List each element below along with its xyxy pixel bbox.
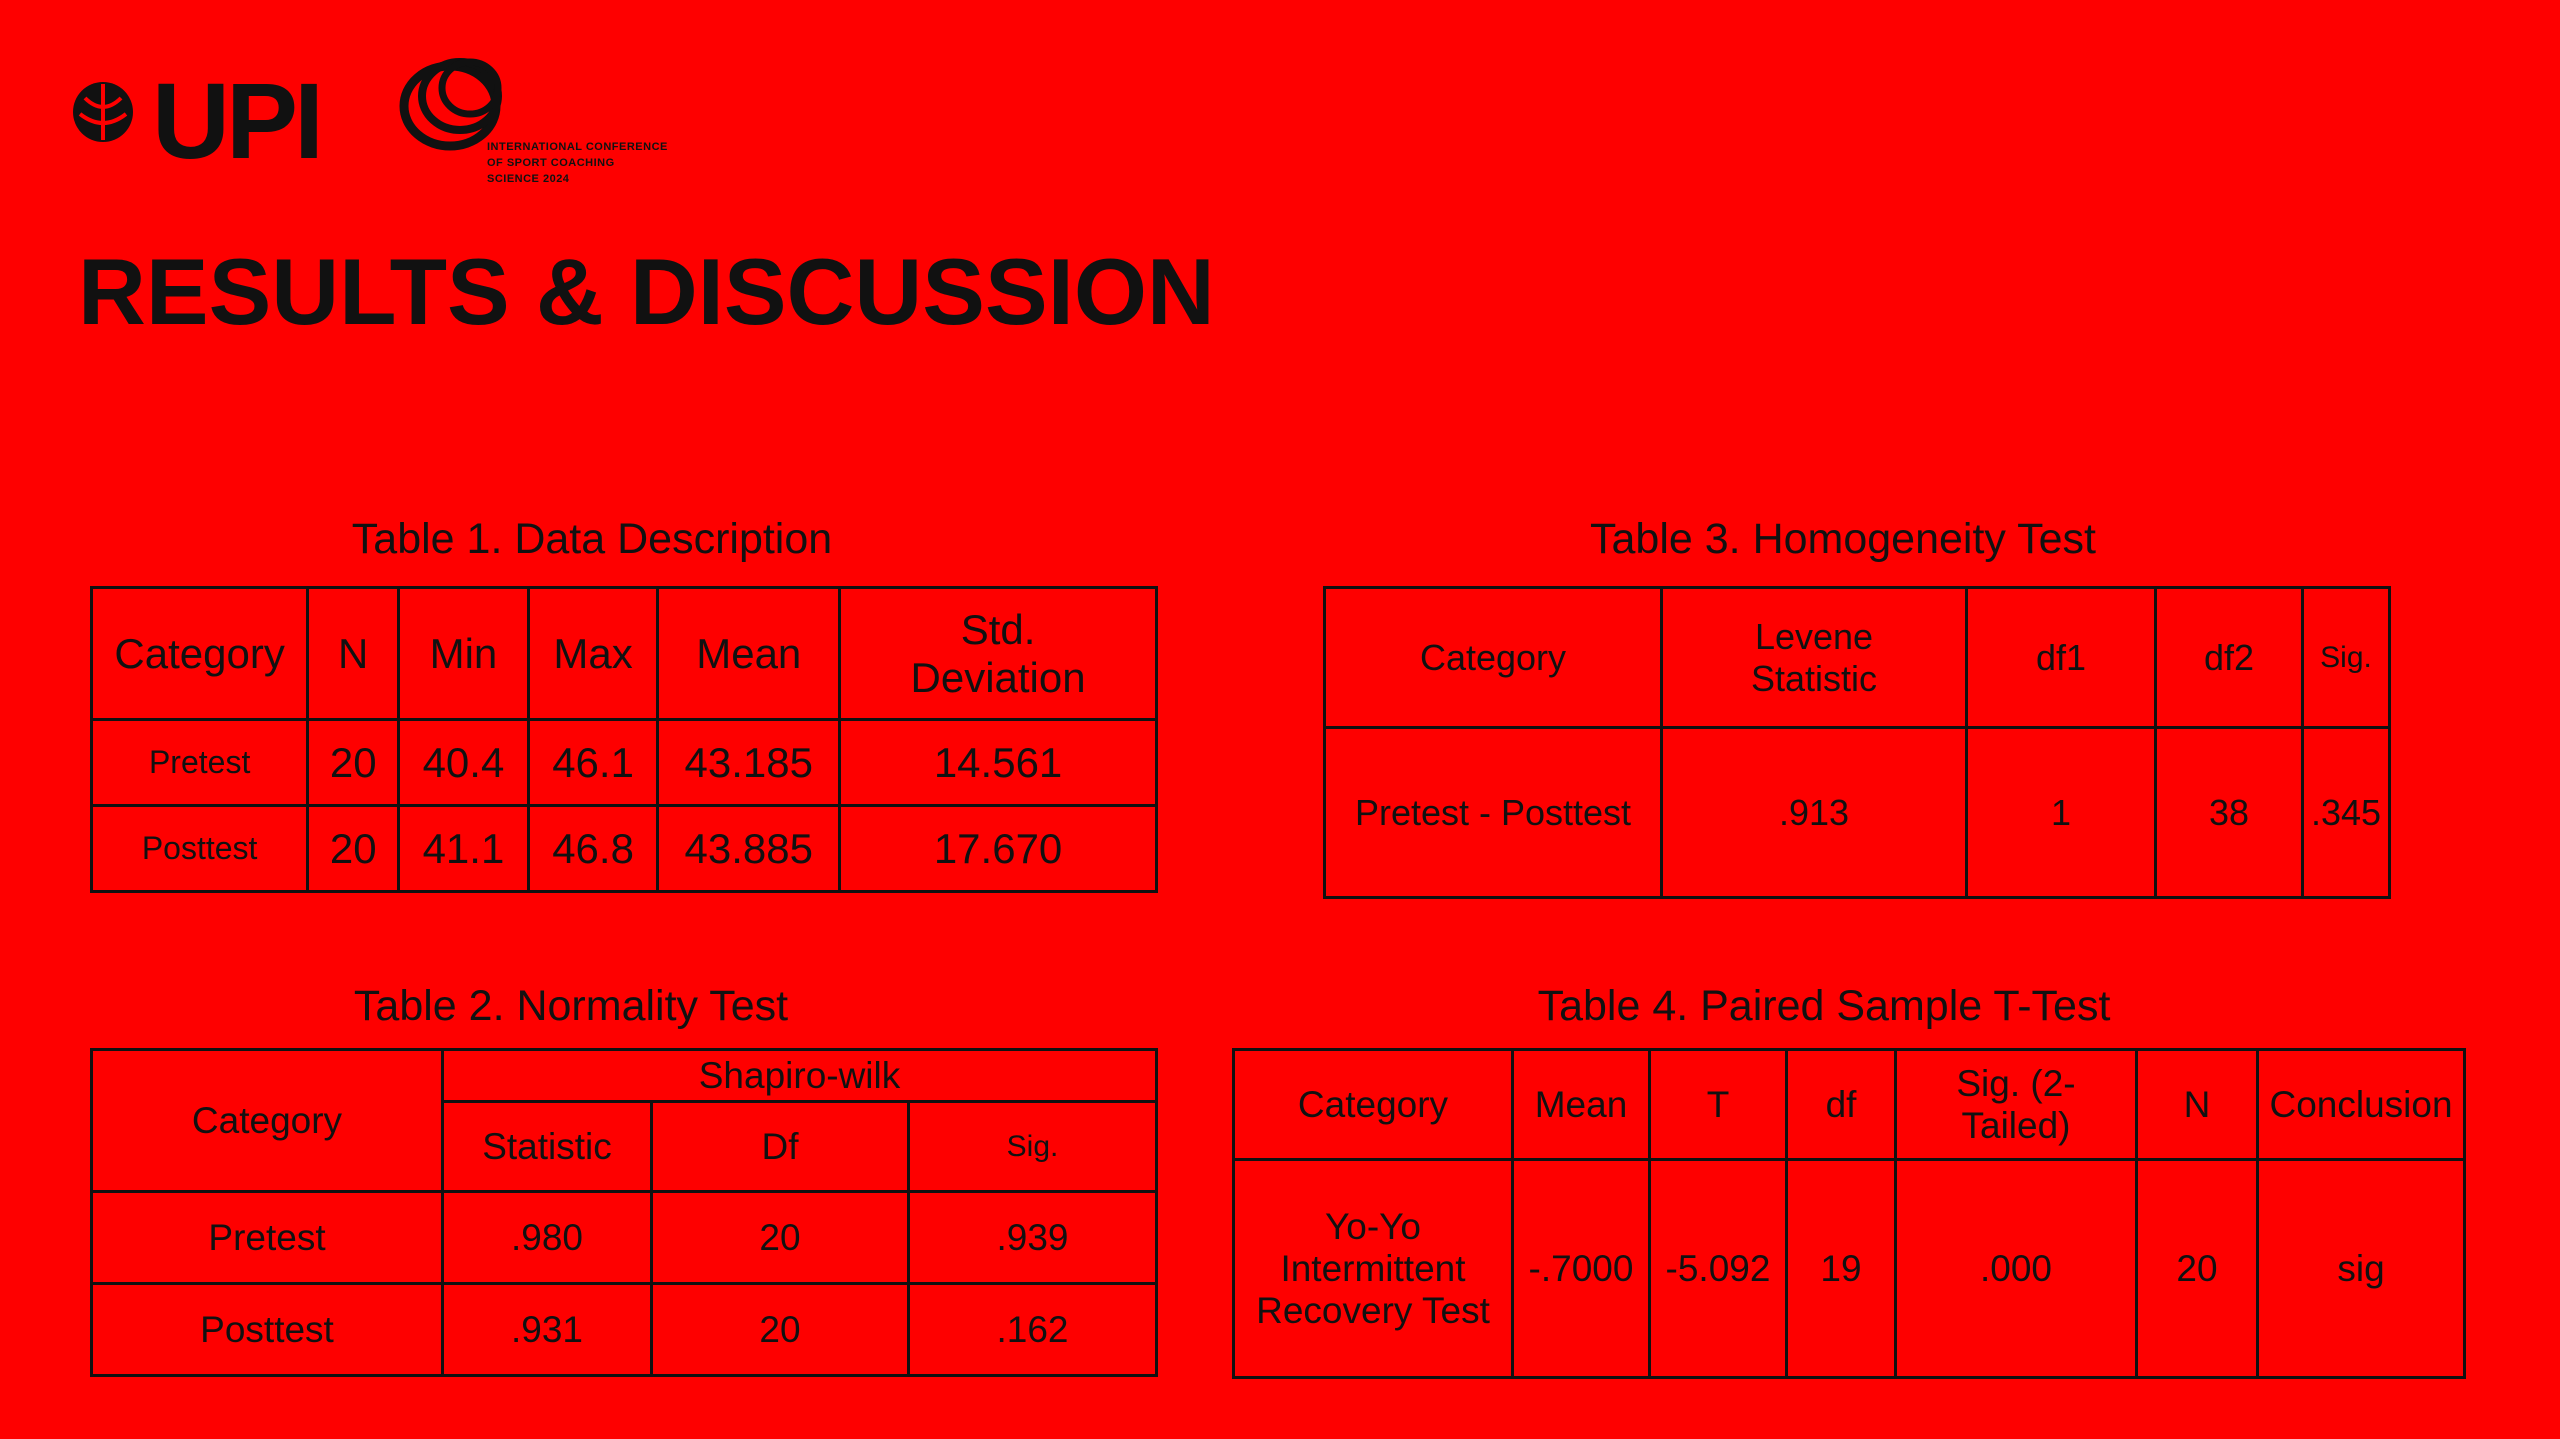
table-header-row <box>1234 1050 2465 1160</box>
cell: 43.185 <box>658 720 840 806</box>
cell: 20 <box>2137 1160 2258 1378</box>
page-title: RESULTS & DISCUSSION <box>78 239 1215 344</box>
cell: 40.4 <box>399 720 529 806</box>
table3-caption: Table 3. Homogeneity Test <box>1590 515 2096 563</box>
header-cell: Mean <box>1513 1050 1650 1160</box>
cell: 46.1 <box>528 720 658 806</box>
header-cell: Sig. <box>2303 588 2390 728</box>
header-cell: Category <box>92 588 308 720</box>
cell: Yo-Yo Intermittent Recovery Test <box>1234 1160 1513 1378</box>
table-row <box>92 720 1157 806</box>
table1-caption: Table 1. Data Description <box>351 515 833 563</box>
cell: 38 <box>2156 728 2303 898</box>
cell: 43.885 <box>658 806 840 892</box>
header-cell: Sig. <box>909 1102 1157 1192</box>
header-cell: Category <box>92 1050 443 1192</box>
table-header-row <box>92 588 1157 720</box>
header-cell: df2 <box>2156 588 2303 728</box>
upi-logo <box>70 60 321 181</box>
header-cell: N <box>308 588 399 720</box>
table4-caption: Table 4. Paired Sample T-Test <box>1537 982 2111 1030</box>
conference-logo <box>392 48 702 198</box>
header-cell: Max <box>528 588 658 720</box>
normality-test-table <box>90 1048 1158 1377</box>
cell: Pretest - Posttest <box>1325 728 1662 898</box>
cell: 17.670 <box>840 806 1157 892</box>
conference-logo-text: INTERNATIONAL CONFERENCE OF SPORT COACHING SCIENCE 2024 <box>487 141 668 185</box>
paired-sample-t-test-table <box>1232 1048 2466 1379</box>
cell: 20 <box>652 1192 909 1284</box>
header-cell: Sig. (2-Tailed) <box>1896 1050 2137 1160</box>
cell: Posttest <box>92 806 308 892</box>
table-row <box>92 806 1157 892</box>
upi-emblem-icon <box>70 76 136 146</box>
cell: 20 <box>308 806 399 892</box>
header-cell: df <box>1787 1050 1896 1160</box>
cell: .000 <box>1896 1160 2137 1378</box>
header-cell: Shapiro-wilk <box>443 1050 1157 1102</box>
cell: 1 <box>1967 728 2156 898</box>
cell: .162 <box>909 1284 1157 1376</box>
upi-logo-text: UPI <box>152 60 321 181</box>
data-description-table <box>90 586 1158 893</box>
table-header-row <box>1325 588 2390 728</box>
cell: 20 <box>308 720 399 806</box>
homogeneity-test-table <box>1323 586 2391 899</box>
cell: .939 <box>909 1192 1157 1284</box>
table-row <box>92 1284 1157 1376</box>
header-cell: N <box>2137 1050 2258 1160</box>
header-cell: Category <box>1325 588 1662 728</box>
header-cell: Mean <box>658 588 840 720</box>
cell: .913 <box>1662 728 1967 898</box>
cell: -.7000 <box>1513 1160 1650 1378</box>
cell: 20 <box>652 1284 909 1376</box>
header-cell: Category <box>1234 1050 1513 1160</box>
header-cell: Std. Deviation <box>840 588 1157 720</box>
table2-caption: Table 2. Normality Test <box>353 982 789 1030</box>
cell: .931 <box>443 1284 652 1376</box>
cell: sig <box>2258 1160 2465 1378</box>
header-cell: T <box>1650 1050 1787 1160</box>
cell: Pretest <box>92 1192 443 1284</box>
header-cell: df1 <box>1967 588 2156 728</box>
header-cell: Statistic <box>443 1102 652 1192</box>
header-cell: Df <box>652 1102 909 1192</box>
cell: 41.1 <box>399 806 529 892</box>
table-row <box>1234 1160 2465 1378</box>
cell: -5.092 <box>1650 1160 1787 1378</box>
table-header-row <box>92 1050 1157 1102</box>
table-row <box>1325 728 2390 898</box>
header-cell: Min <box>399 588 529 720</box>
cell: .980 <box>443 1192 652 1284</box>
cell: 14.561 <box>840 720 1157 806</box>
cell: Posttest <box>92 1284 443 1376</box>
cell: 46.8 <box>528 806 658 892</box>
cell: Pretest <box>92 720 308 806</box>
cell: .345 <box>2303 728 2390 898</box>
header-cell: Levene Statistic <box>1662 588 1967 728</box>
header-cell: Conclusion <box>2258 1050 2465 1160</box>
table-row <box>92 1192 1157 1284</box>
cell: 19 <box>1787 1160 1896 1378</box>
